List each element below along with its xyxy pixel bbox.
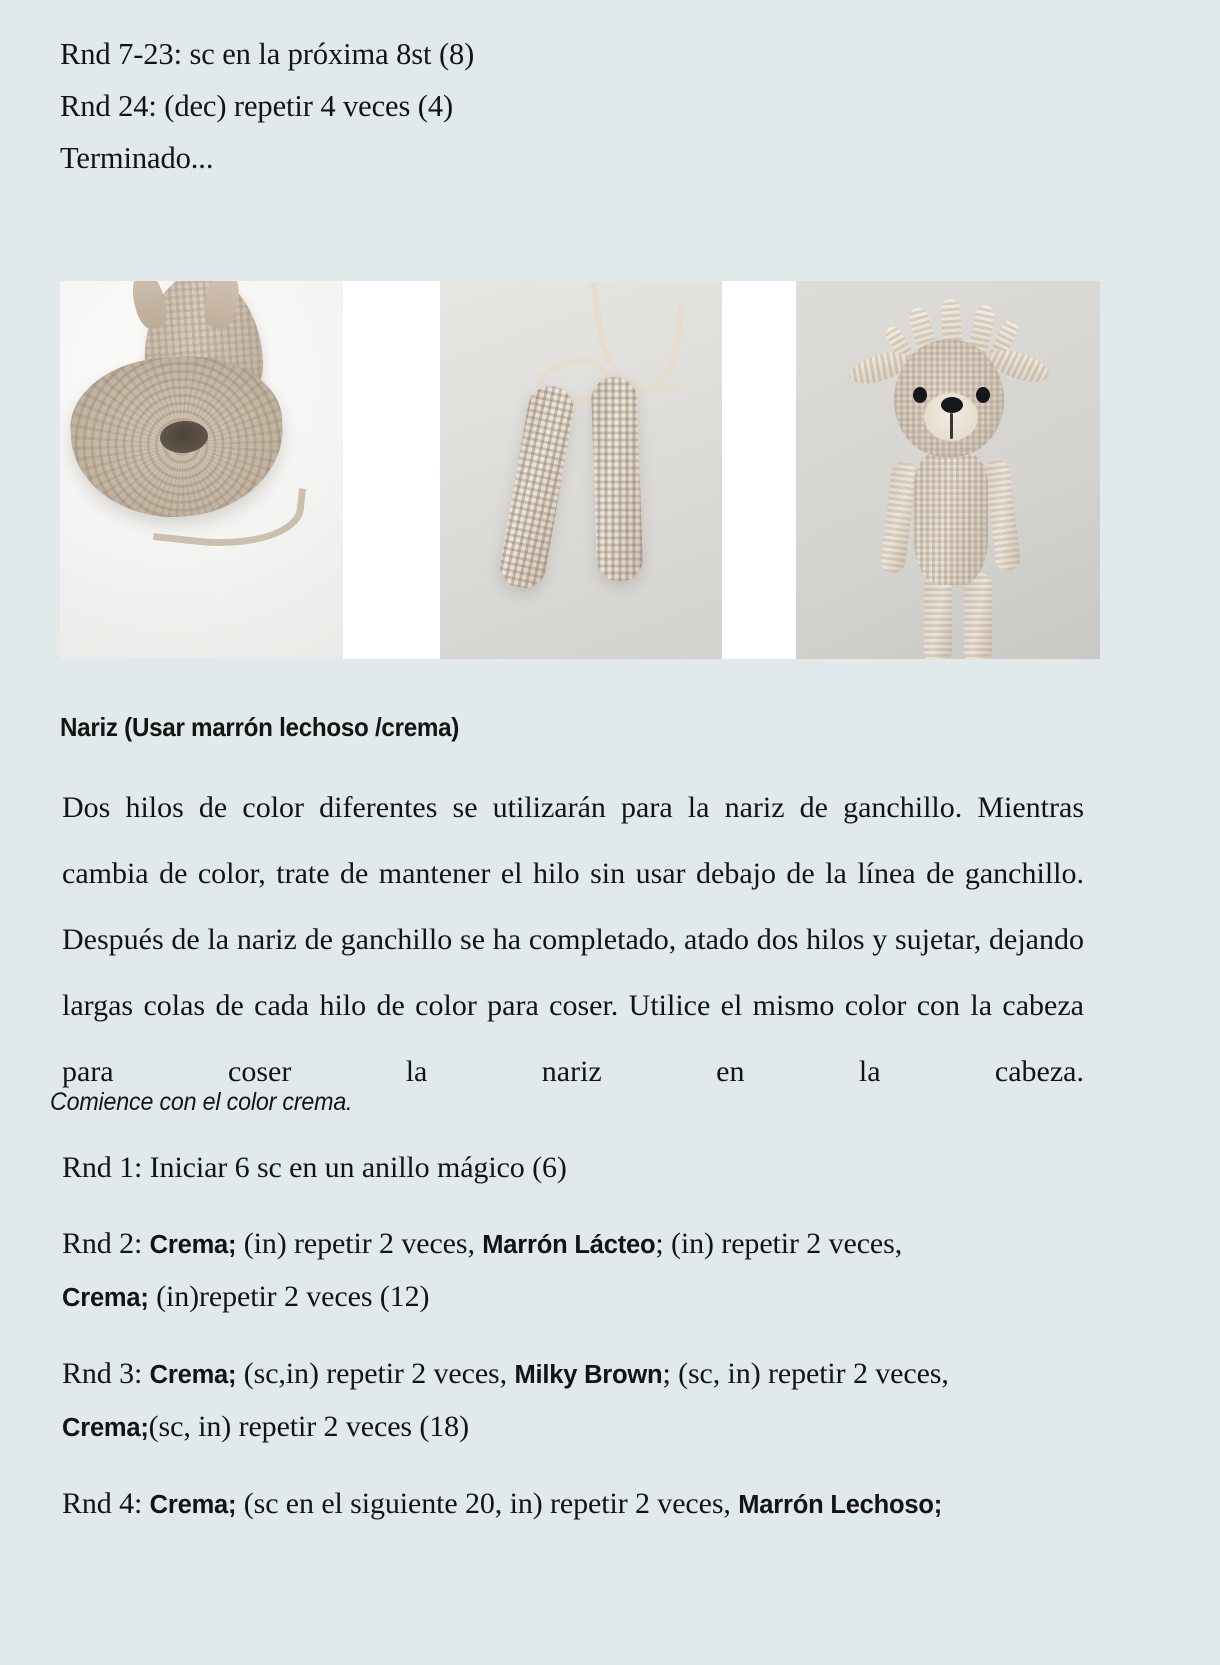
photo-gap: [343, 281, 440, 659]
round-line-continued: [62, 1401, 1102, 1454]
round-block-1: [62, 1142, 1102, 1194]
color-name: Crema;: [149, 1361, 237, 1389]
round-text: Iniciar 6 sc en un anillo mágico (6): [149, 1151, 567, 1184]
round-block-4: [62, 1478, 1102, 1531]
round-label: Rnd 2:: [62, 1227, 150, 1260]
round-line: [62, 1478, 1102, 1531]
crochet-head-piece-photo: [60, 281, 343, 659]
rounds-list: [62, 1142, 1102, 1555]
top-rounds-block: [60, 0, 1160, 184]
photo-gap: [722, 281, 796, 659]
finished-line: Terminado...: [60, 141, 214, 175]
round-text: ; (sc, in) repetir 2 veces,: [662, 1357, 949, 1390]
color-name: Crema;: [62, 1284, 149, 1312]
round-block-2: [62, 1218, 1102, 1324]
color-name: Crema;: [62, 1414, 149, 1442]
color-name: Marrón Lechoso;: [738, 1491, 943, 1519]
crochet-limbs-photo: [440, 281, 722, 659]
round-line-continued: [62, 1271, 1102, 1324]
round-text: ; (in) repetir 2 veces,: [655, 1227, 903, 1260]
color-name: Crema;: [149, 1231, 237, 1259]
round-label: Rnd 4:: [62, 1487, 150, 1520]
round-text: (sc,in) repetir 2 veces,: [236, 1357, 515, 1390]
round-text: (sc, in) repetir 2 veces (18): [148, 1410, 469, 1443]
photo-strip: [60, 281, 1100, 659]
round-line: Rnd 24: (dec) repetir 4 veces (4): [60, 89, 454, 123]
start-color-note: Comience con el color crema.: [50, 1088, 353, 1116]
round-line: [62, 1218, 1102, 1271]
round-label: Rnd 3:: [62, 1357, 150, 1390]
color-name: Crema;: [149, 1491, 237, 1519]
color-name: Marrón Lácteo: [482, 1231, 656, 1259]
finished-deer-photo: [796, 281, 1100, 659]
round-line: [62, 1348, 1102, 1401]
round-line: [62, 1142, 1102, 1194]
section-paragraph: Dos hilos de color diferentes se utilizarán para la nariz de ganchillo. Mientras cambia de color, trate de mantener el hilo sin usar debajo de la línea de ganchillo. Después de la nariz de ganchillo se ha completado, atado dos hilos y sujetar, dejando largas colas de cada hilo de color para coser. Utilice el mismo color con la cabeza para coser la nariz en la cabeza.: [62, 791, 1084, 1088]
round-text: (sc en el siguiente 20, in) repetir 2 veces,: [236, 1487, 739, 1520]
round-line: Rnd 7-23: sc en la próxima 8st (8): [60, 37, 475, 71]
round-text: (in)repetir 2 veces (12): [148, 1280, 430, 1313]
color-name: Milky Brown: [514, 1361, 663, 1389]
round-label: Rnd 1:: [62, 1151, 150, 1184]
round-text: (in) repetir 2 veces,: [236, 1227, 483, 1260]
round-block-3: [62, 1348, 1102, 1454]
section-heading: Nariz (Usar marrón lechoso /crema): [60, 712, 460, 742]
